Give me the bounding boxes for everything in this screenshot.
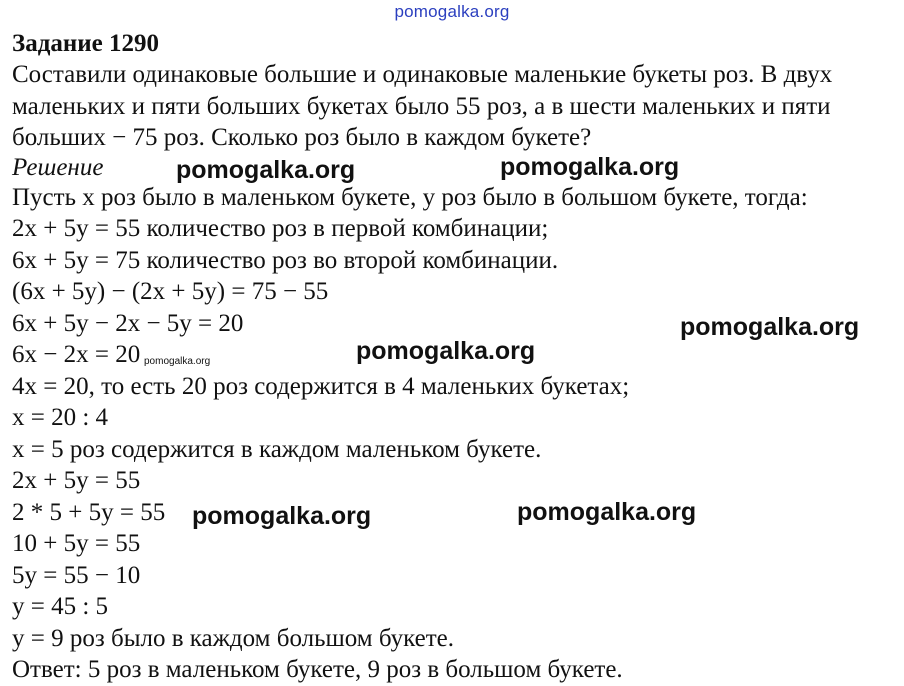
solution-line: (6х + 5у) − (2х + 5у) = 75 − 55: [12, 278, 329, 305]
watermark: pomogalka.org: [192, 502, 372, 530]
site-header-link[interactable]: pomogalka.org: [394, 2, 510, 21]
solution-line: у = 45 : 5: [12, 593, 109, 620]
watermark: pomogalka.org: [517, 498, 697, 526]
solution-line: 6х + 5у − 2х − 5у = 20: [12, 309, 244, 337]
task-title: Задание 1290: [12, 30, 159, 57]
watermark: pomogalka.org: [356, 337, 536, 365]
solution-line: х = 5 роз содержится в каждом маленьком букете.: [12, 435, 542, 463]
solution-line: 5у = 55 − 10: [12, 561, 141, 589]
watermark: pomogalka.org: [176, 156, 356, 184]
solution-line: 2 * 5 + 5у = 55: [12, 498, 166, 526]
solution-line: 6х + 5у = 75 количество роз во второй комбинации.: [12, 246, 559, 274]
solution-line: Пусть х роз было в маленьком букете, у роз было в большом букете, тогда:: [12, 183, 808, 211]
problem-line: больших − 75 роз. Сколько роз было в каждом букете?: [12, 124, 592, 151]
solution-line: у = 9 роз было в каждом большом букете.: [12, 624, 454, 652]
answer-line: Ответ: 5 роз в маленьком букете, 9 роз в большом букете.: [12, 656, 623, 683]
solution-line: 4х = 20, то есть 20 роз содержится в 4 маленьких букетах;: [12, 372, 630, 400]
watermark: pomogalka.org: [680, 313, 860, 341]
problem-statement: [12, 59, 897, 154]
solution-line: х = 20 : 4: [12, 404, 109, 431]
problem-line: маленьких и пяти больших букетах было 55 роз, а в шести маленьких и пяти: [12, 92, 831, 120]
solution-label: Решение: [12, 153, 104, 181]
solution-line: 2х + 5у = 55: [12, 467, 141, 494]
solution-body: [12, 182, 897, 686]
problem-line: Составили одинаковые большие и одинаковые маленькие букеты роз. В двух: [12, 61, 833, 88]
solution-line: 6х − 2х = 20: [12, 341, 141, 368]
watermark: pomogalka.org: [500, 153, 680, 181]
solution-line: 2х + 5у = 55 количество роз в первой комбинации;: [12, 215, 549, 242]
watermark-small: pomogalka.org: [144, 356, 211, 367]
solution-line: 10 + 5у = 55: [12, 530, 141, 557]
